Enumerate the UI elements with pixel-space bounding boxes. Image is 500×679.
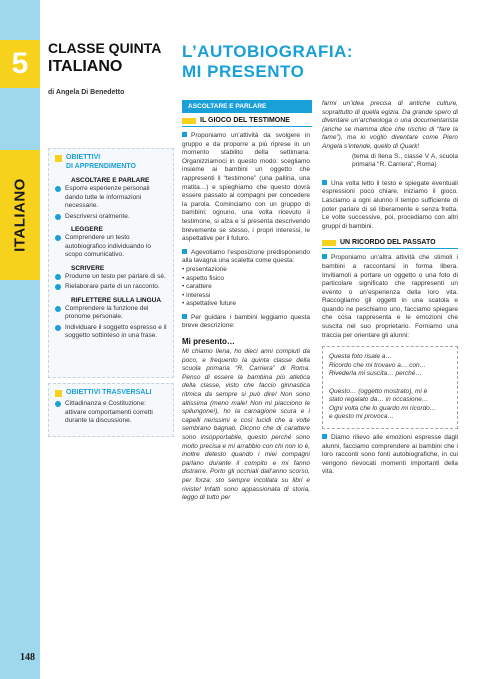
list-item-text: Individuare il soggetto espresso e il soggetto sottinteso in una frase.	[65, 323, 167, 339]
reading-text: Mi chiamo Ilena, ho dieci anni compiuti da poco, e frequento la quinta classe della scuola primaria “R. Carriera” di Roma. Penso di essere la bambina più atletica della classe, visto che faccio ginnastica ritmica da sempre si può dire! Non sono altissima (meno male! Non mi piacciono le spilungone!), ho la carnagione scura e i capelli nerissimi e così lucidi che a volte sembrano bagnati. Dicono che di carattere sono insopportabile, questo perché sono molto precisa e mi arrabbio con chi non lo è, inoltre detesto quando i miei compagni parlano durante il compito e mi fanno distrarre. Porto gli occhiali dall’anno scorso, per forza: sto sempre incollata su libri e riviste! Infatti sono appassionata di storia, leggo di tutto per	[182, 348, 310, 502]
page-title	[182, 42, 353, 82]
paragraph-text: Agevoliamo l’esposizione predisponendo alla lavagna una scaletta come questa:	[182, 248, 310, 265]
list-item-text: Rielaborare parte di un racconto.	[65, 283, 160, 290]
paragraph	[182, 249, 310, 266]
bullet-icon	[55, 306, 61, 312]
prompt-line	[329, 379, 451, 388]
prompt-line: Questa foto risale a…	[329, 353, 392, 361]
list-item	[49, 282, 173, 293]
bullet-icon	[55, 401, 61, 407]
section-label: LEGGERE	[71, 226, 103, 233]
list-item-text: Esporre esperienze personali dando tutte le informazioni necessarie.	[65, 185, 150, 209]
list-line: • aspettative future	[182, 300, 236, 308]
page-number: 148	[20, 652, 35, 663]
list-line: • carattere	[182, 283, 212, 291]
paragraph	[182, 314, 310, 331]
list-item	[49, 184, 173, 212]
paragraph	[182, 132, 310, 244]
objectives-box	[48, 148, 174, 378]
square-bullet-icon	[182, 132, 187, 137]
bullet-icon	[55, 186, 61, 192]
transversal-title: OBIETTIVI TRASVERSALI	[66, 389, 152, 396]
list-item-text: Cittadinanza e Costituzione: attivare comportamenti corretti durante la discussione.	[65, 400, 153, 424]
list-item	[49, 233, 173, 261]
section-label: ASCOLTARE E PARLARE	[71, 177, 150, 184]
subheading-text: IL GIOCO DEL TESTIMONE	[200, 117, 290, 124]
page-title-line-1: L’AUTOBIOGRAFIA:	[182, 42, 354, 61]
list-item	[49, 304, 173, 323]
section-banner: ASCOLTARE E PARLARE	[182, 100, 312, 113]
bullet-icon	[55, 325, 61, 331]
reading-signature: (tema di Ilena S., classe V A, scuola primaria “R. Carriera”, Roma)	[352, 152, 458, 169]
objectives-title-line-2: DI APPRENDIMENTO	[66, 163, 137, 170]
page-title-line-2: MI PRESENTO	[182, 62, 305, 81]
list-item	[49, 399, 173, 427]
side-subject-tab	[0, 150, 40, 280]
subject-title: ITALIANO	[48, 58, 123, 75]
paragraph-text: Diamo rilievo alle emozioni espresse dagli alunni, facciamo comprendere ai bambini che i loro racconti sono fonti autobiografiche, in cui vengono rievocati momenti importanti della vita.	[322, 434, 458, 476]
square-bullet-icon	[182, 249, 187, 254]
yellow-marker-icon	[322, 240, 336, 246]
yellow-marker-icon	[55, 390, 62, 397]
list-item-text: Produrre un testo per parlare di sé.	[65, 272, 166, 280]
square-bullet-icon	[322, 434, 327, 439]
list-line: • interessi	[182, 291, 211, 299]
list-item	[49, 323, 173, 342]
paragraph-text: Proponiamo un’attività da svolgere in gruppo e da proporre a più riprese in un momento stabilito della settimana. Organizziamoci in questo modo: scegliamo insieme ai bambini un oggetto che rappresenti il “testimone” (una pallina, una matita…) e spieghiamo che questo dovrà essere passato ai compagni per concedere la parola. Cominciamo con un gruppo di bambini: ognuno, una volta ricevuto il testimone, si alza e si presenta descrivendo brevemente se stesso, i propri interessi, le aspettative per il futuro.	[182, 132, 310, 243]
yellow-marker-icon	[182, 118, 196, 124]
subheading-text: UN RICORDO DEL PASSATO	[340, 239, 436, 247]
column-right	[322, 100, 458, 477]
author-line: di Angela Di Benedetto	[48, 89, 125, 96]
paragraph-text: Per guidare i bambini leggiamo questa breve descrizione:	[182, 313, 310, 330]
list-item-text: Comprendere un testo autobiografico individuando lo scopo comunicativo.	[65, 234, 152, 258]
objectives-header	[49, 149, 173, 173]
class-title: CLASSE QUINTA	[48, 40, 162, 56]
subheading	[182, 117, 312, 127]
chapter-number: 5	[0, 40, 40, 88]
prompt-line: Questo… (oggetto mostrato), mi è	[329, 387, 428, 395]
side-subject-label: ITALIANO	[11, 178, 29, 252]
prompt-line: Ricordo che mi trovavo a… con…	[329, 361, 427, 369]
prompt-line: Rivederla mi suscita… perché…	[329, 370, 422, 378]
objectives-title	[66, 153, 136, 171]
square-bullet-icon	[182, 314, 187, 319]
bullet-icon	[55, 214, 61, 220]
list-item	[49, 212, 173, 223]
list-line: • presentazione	[182, 265, 227, 273]
square-bullet-icon	[322, 254, 327, 259]
bullet-icon	[55, 274, 61, 280]
objectives-title-line-1: OBIETTIVI	[66, 154, 101, 161]
bullet-icon	[55, 235, 61, 241]
paragraph	[322, 254, 458, 340]
side-strip	[0, 0, 40, 679]
yellow-marker-icon	[55, 155, 62, 162]
bullet-icon	[55, 284, 61, 290]
column-middle	[182, 100, 310, 503]
reading-title: Mi presento…	[182, 337, 235, 347]
square-bullet-icon	[322, 180, 327, 185]
transversal-box	[48, 383, 174, 437]
subheading	[322, 239, 458, 249]
list-item-text: Descriversi oralmente.	[65, 212, 130, 220]
prompt-line: e questo mi provoca…	[329, 413, 395, 421]
paragraph-text: Proponiamo un’altra attività che stimoli i bambini a raccontarsi in forma libera. Invitiamoli a portare un oggetto o una foto di particolare significato che rappresenti un evento o un’esperienza della loro vita. Raccogliamo gli oggetti in una scatola e quando ne peschiamo uno, facciamo spiegare che cosa rappresenta e le emozioni che suscita nel suo proprietario. Forniamo una traccia per orientare gli alunni:	[322, 254, 458, 339]
section-label: SCRIVERE	[71, 264, 105, 272]
list-line: • aspetto fisico	[182, 274, 225, 282]
paragraph	[322, 180, 458, 232]
reading-text-continued: farmi un’idea precisa di antiche culture, soprattutto di quella egizia. Da grande spero di diventare un’archeologa o una documentarista (anche se mamma dice che rischio di “fare la fame”), ma io voglio diventare come Piero Angela s’intende, quello di Quark!	[322, 100, 458, 150]
list-item-text: Comprendere la funzione del pronome personale.	[65, 304, 149, 320]
paragraph	[322, 434, 458, 477]
transversal-header	[49, 384, 173, 399]
prompt-box	[322, 346, 458, 429]
section-label: RIFLETTERE SULLA LINGUA	[71, 296, 162, 304]
prompt-line: Ogni volta che lo guardo mi ricordo…	[329, 404, 437, 412]
prompt-line: stato regalato da… in occasione…	[329, 396, 429, 404]
list-item	[49, 272, 173, 283]
paragraph-text: Una volta letto il testo e spiegate eventuali espressioni poco chiare, iniziamo il gioco. Lasciamo a ogni alunno il tempo sufficiente di poter parlare di sé liberamente e senza fretta. Le volte successive, poi, procediamo con altri gruppi di bambini.	[322, 179, 458, 230]
